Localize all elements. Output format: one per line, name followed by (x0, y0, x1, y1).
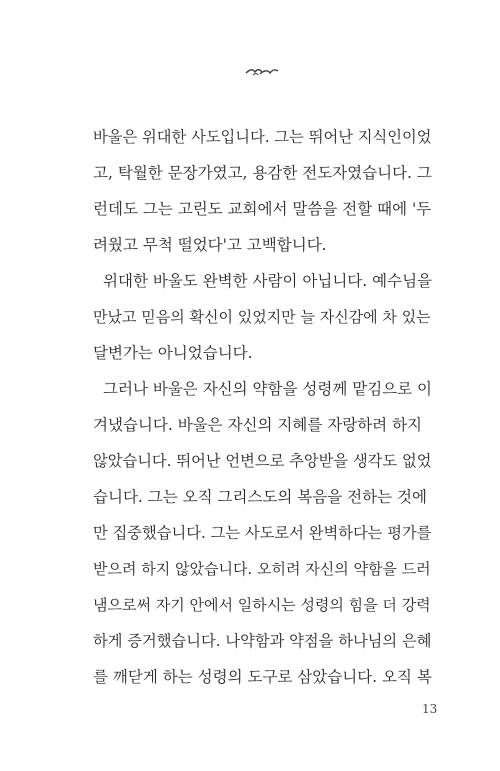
text-line: 바울은 위대한 사도입니다. 그는 뛰어난 지식인이었 (93, 128, 432, 146)
text-line: 만났고 믿음의 확신이 있었지만 늘 자신감에 차 있는 (93, 308, 431, 326)
text-line: 습니다. 그는 오직 그리스도의 복음을 전하는 것에 (93, 488, 427, 506)
text-line: 달변가는 아니었습니다. (93, 344, 253, 362)
text-line: 려웠고 무척 떨었다'고 고백합니다. (93, 236, 327, 254)
text-line: 를 깨닫게 하는 성령의 도구로 삼았습니다. 오직 복 (93, 668, 432, 686)
text-line: 하게 증거했습니다. 나약함과 약점을 하나님의 은혜 (93, 632, 432, 650)
text-line: 않았습니다. 뛰어난 언변으로 추앙받을 생각도 없었 (93, 452, 432, 470)
body-text (93, 119, 435, 695)
text-line: 위대한 바울도 완벽한 사람이 아닙니다. 예수님을 (103, 272, 433, 290)
text-line: 런데도 그는 고린도 교회에서 말씀을 전할 때에 '두 (93, 200, 432, 218)
text-line: 고, 탁월한 문장가였고, 용감한 전도자였습니다. 그 (93, 164, 432, 182)
bird-flourish-icon (244, 64, 280, 80)
text-line: 겨냈습니다. 바울은 자신의 지혜를 자랑하려 하지 (93, 416, 423, 434)
ornament (244, 64, 280, 80)
text-line: 만 집중했습니다. 그는 사도로서 완벽하다는 평가를 (93, 524, 432, 542)
text-line: 받으려 하지 않았습니다. 오히려 자신의 약함을 드러 (93, 560, 431, 578)
text-line: 냄으로써 자기 안에서 일하시는 성령의 힘을 더 강력 (93, 596, 431, 614)
page-number: 13 (422, 702, 438, 716)
text-line: 그러나 바울은 자신의 약함을 성령께 맡김으로 이 (103, 380, 433, 398)
